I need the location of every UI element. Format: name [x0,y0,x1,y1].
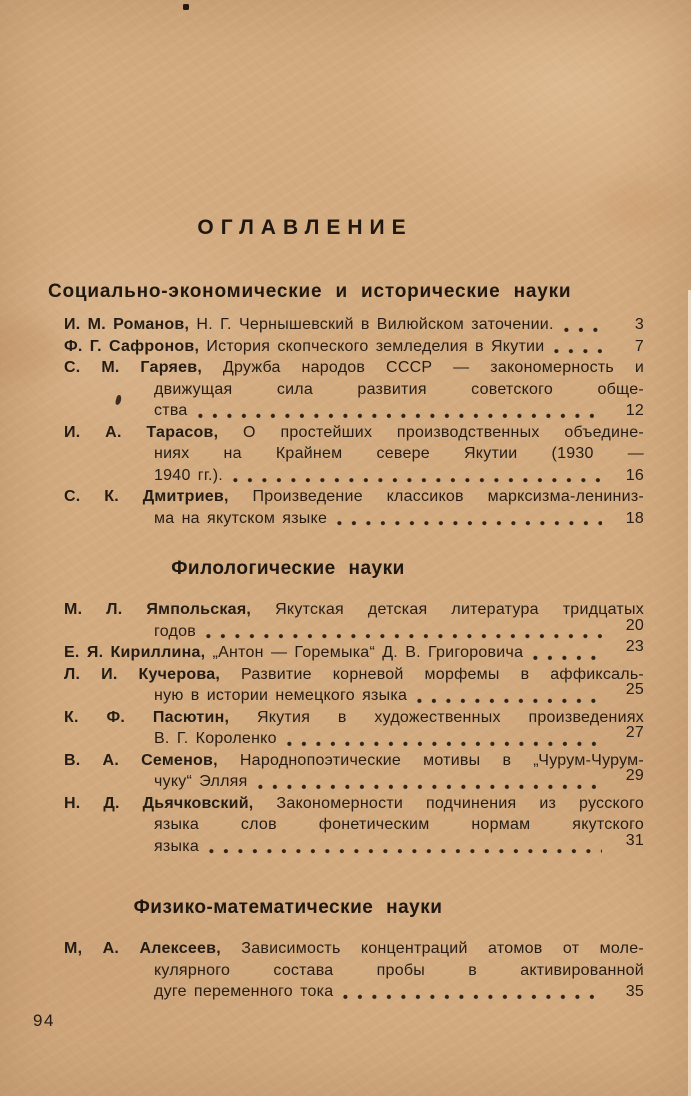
toc-section [64,897,644,1003]
toc-entry [64,793,644,858]
toc-entry-line [64,664,644,686]
toc-entry [64,422,644,487]
entry-page-number: 16 [625,466,644,484]
toc-entry-line [64,379,644,401]
dot-leader [206,621,602,643]
entry-title-text: Зависимость концентраций атомов от моле- [241,940,644,957]
toc-entry-list [64,599,644,857]
entry-author: В. А. Семенов, [64,751,218,769]
toc-entry-line [64,486,644,508]
entry-author: Ф. Г. Сафронов, [64,337,200,355]
entry-title-text: 1940 гг.). [154,466,223,484]
dot-leader [533,642,602,664]
toc-entry [64,638,644,664]
toc-entry [64,750,644,793]
entry-title-text: Якутская детская литература тридцатых [275,601,645,618]
entry-title-text: ма на якутском языке [154,509,328,527]
entry-title-text: Закономерности подчинения из русского [276,794,645,812]
dot-leader [233,465,602,487]
page-number: 94 [33,1011,55,1030]
section-heading: Филологические науки [171,558,405,579]
section-heading: Социально-экономические и исторические науки [48,281,572,302]
toc-section [64,558,644,857]
toc-entry-line [64,357,644,379]
toc-entry-line [64,616,644,643]
entry-page-number: 25 [625,681,644,698]
toc-entry-line [64,465,644,487]
dot-leader [417,685,602,707]
toc-entry-line [64,724,644,750]
toc-entry-line [64,314,644,336]
paper-stain [600,180,670,230]
entry-page-number: 12 [625,402,644,419]
entry-title-text: Произведение классиков марксизма-лениниз- [252,488,644,505]
entry-title-text: дуге переменного тока [154,983,334,1000]
entry-page-number: 3 [634,316,644,333]
entry-author: С. К. Дмитриев, [64,488,229,505]
entry-author: И. М. Романов, [64,316,190,333]
entry-title-text: годов [154,622,197,640]
entry-author: М. Л. Ямпольская, [64,601,252,618]
entry-title-text: языка [154,837,199,855]
dot-leader [287,728,602,750]
toc-entry-line [64,336,644,358]
entry-page-number: 18 [625,509,644,527]
paper-stain [0,320,60,380]
section-heading: Физико-математические науки [133,897,443,918]
entry-title-text: языка слов фонетическим нормам якутского [154,816,644,833]
toc-entry [64,357,644,422]
entry-page-number: 23 [625,638,644,655]
entry-author: С. М. Гаряев, [64,359,203,376]
entry-title-text: ства [154,402,188,419]
toc-entry [64,336,644,358]
toc-entry-line [64,400,644,422]
entry-author: И. А. Тарасов, [64,423,219,441]
toc-section [48,281,645,529]
entry-page-number: 31 [625,831,644,849]
dot-leader [564,314,602,336]
entry-title-text: Развитие корневой морфемы в аффиксаль- [241,665,645,683]
entry-title-text: движущая сила развития советского обще- [154,380,644,398]
entry-title-text: История скопческого земледелия в Якутии [206,337,545,355]
toc-entry-line [64,960,644,982]
entry-title-text: Народнопоэтические мотивы в „Чурум-Чурум- [239,751,645,769]
toc-entry-list [64,314,644,529]
toc-entry-list [64,938,644,1003]
entry-page-number: 35 [625,983,644,1000]
toc-entry-line [64,638,644,664]
entry-title-text: Дружба народов СССР — закономерность и [222,359,645,376]
toc-entry [64,938,644,1003]
toc-entry-line [64,508,644,530]
toc-entry-line [64,938,644,960]
entry-page-number: 20 [625,616,644,634]
toc-entry-line [64,681,644,707]
entry-title-text: О простейших производственных объедине- [243,423,644,441]
dot-leader [554,336,602,358]
toc-entry-line [64,793,644,815]
toc-entry-line [64,599,644,621]
toc-entry [64,707,644,750]
toc-entry-line [64,981,644,1003]
toc-entry-line [64,750,644,772]
entry-title-text: В. Г. Короленко [154,730,277,747]
toc-entry-line [64,814,644,836]
entry-title-text: Н. Г. Чернышевский в Вилюйском заточении. [196,316,554,333]
page-title: ОГЛАВЛЕНИЕ [197,216,413,239]
toc-entry-line [64,767,644,793]
dot-leader [209,836,602,858]
entry-author: Е. Я. Кириллина, [64,644,206,661]
entry-title-text: кулярного состава пробы в активированной [154,961,644,979]
dot-leader [258,771,602,793]
entry-title-text: „Антон — Горемыка“ Д. В. Григоровича [212,644,524,661]
ink-speck [183,4,189,10]
toc-entry-line [64,422,644,444]
entry-page-number: 29 [625,767,644,784]
entry-author: К. Ф. Пасютин, [64,708,230,726]
entry-page-number: 27 [625,724,644,741]
toc-entry [64,314,644,336]
toc-entry [64,599,644,642]
dot-leader [343,981,602,1003]
dot-leader [198,400,602,422]
entry-author: М, А. Алексеев, [64,940,221,957]
entry-title-text: Якутия в художественных произведениях [256,708,644,726]
entry-page-number: 7 [634,337,644,355]
toc-entry-line [64,831,644,858]
toc-entry-line [64,443,644,465]
entry-author: Л. И. Кучерова, [64,665,221,683]
entry-title-text: ную в истории немецкого языка [154,687,408,704]
entry-author: Н. Д. Дьячковский, [64,794,254,812]
toc-entry [64,486,644,529]
dot-leader [337,508,602,530]
toc-entry [64,664,644,707]
entry-title-text: чуку“ Элляя [154,773,248,790]
entry-title-text: ниях на Крайнем севере Якутии (1930 — [154,445,644,462]
toc-entry-line [64,707,644,729]
